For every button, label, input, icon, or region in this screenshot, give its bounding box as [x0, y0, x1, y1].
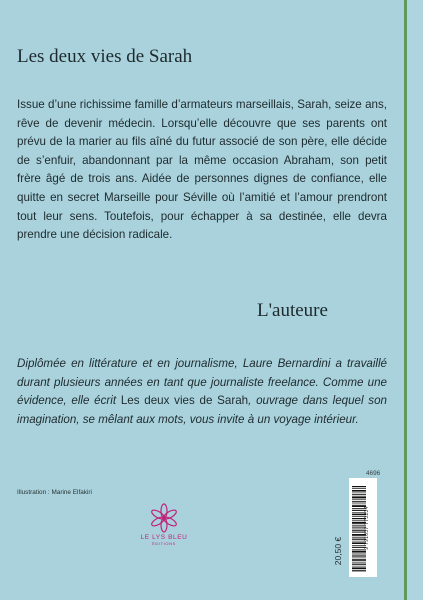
barcode-digits: 9 791037 773234	[364, 506, 370, 550]
publisher-name: LE LYS BLEU	[140, 534, 188, 541]
product-code: 4696	[366, 470, 381, 477]
illustration-credit: Illustration : Marine Elfakiri	[17, 489, 92, 496]
publisher-subtitle: ÉDITIONS	[152, 541, 176, 546]
bio-part-2: , ouvrage dans lequel son imagination, se mêlant aux mots, vous invite à un voyage intérieur.	[17, 394, 387, 426]
barcode	[349, 478, 377, 577]
synopsis-text: Issue d’une richissime famille d’armateurs marseillais, Sarah, seize ans, rêve de devenir médecin. Lorsqu’elle découvre que ses parents ont prévu de la marier au fils aîné du futur associé de son père, elle décide de s’enfuir, abandonnant par la même occasion Abraham, son petit frère âgé de trois ans. Aidée de personnes dignes de confiance, elle quitte en secret Marseille pour Séville où l’amitié et l’amour prendront tout leur sens. Toutefois, pour échapper à sa destinée, elle devra prendre une décision radicale.	[17, 98, 387, 242]
publisher-logo	[131, 503, 197, 546]
bio-part-1: Diplômée en littérature et en journalisme, Laure Bernardini a travaillé durant plusieurs années en tant que journaliste freelance. Comme une évidence, elle écrit	[17, 357, 387, 408]
bio-book-reference: Les deux vies de Sarah	[120, 394, 249, 408]
lily-flower-icon	[149, 503, 179, 533]
author-bio	[17, 355, 387, 429]
author-heading: L'auteure	[257, 300, 328, 321]
price-label: 20,50 €	[333, 536, 343, 566]
book-title: Les deux vies de Sarah	[17, 46, 193, 67]
spine-edge	[407, 0, 423, 600]
